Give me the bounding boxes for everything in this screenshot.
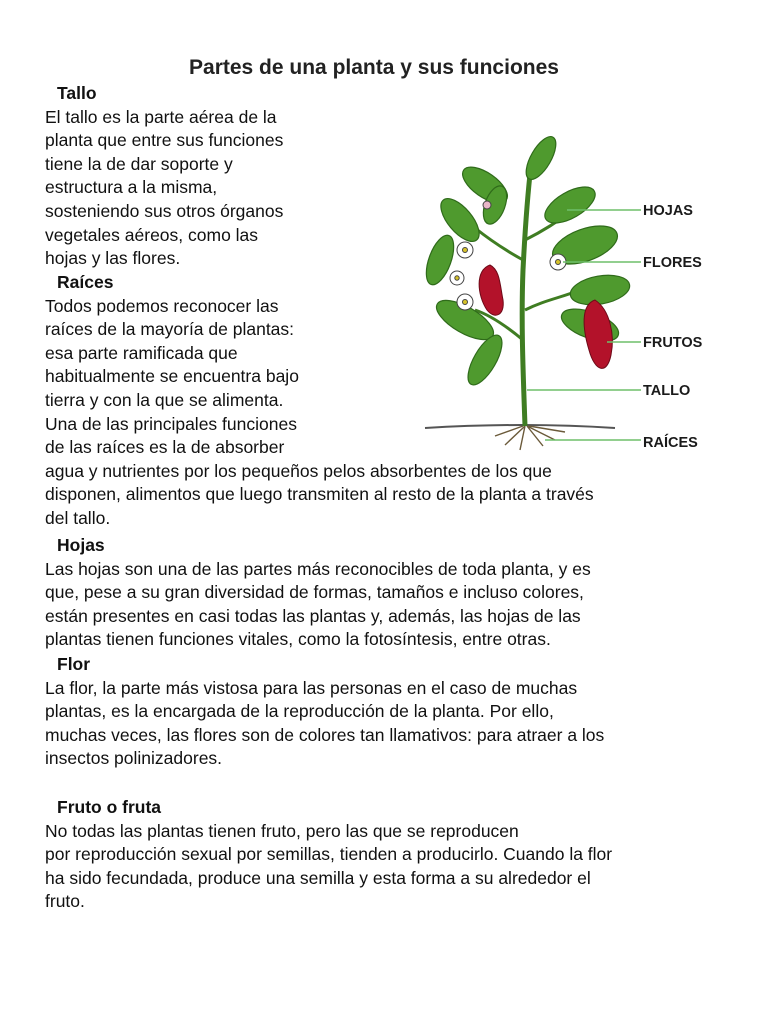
section-hojas (45, 534, 725, 652)
heading-fruto: Fruto o fruta (57, 797, 162, 817)
heading-hojas: Hojas (57, 535, 105, 555)
heading-raices: Raíces (57, 272, 114, 292)
roots-illustration (425, 425, 615, 450)
text-raices-part1: Todos podemos reconocer las raíces de la mayoría de plantas: esa parte ramificada que habitualmente se encuentra bajo tierra y con la que se alimenta. Una de las principales funciones de las raíces es la de absorber (45, 295, 299, 458)
page-title: Partes de una planta y sus funciones (189, 56, 559, 79)
text-raices-part2: agua y nutrientes por los pequeños pelos absorbentes de los que disponen, alimentos que luego transmiten al resto de la planta a través del tallo. (45, 460, 594, 528)
label-hojas: HOJAS (643, 203, 693, 219)
text-hojas: Las hojas son una de las partes más reconocibles de toda planta, y es que, pese a su gran diversidad de formas, tamaños e incluso colores, están presentes en casi todas las plantas y, además, las hojas de las plantas tienen funciones vitales, como la fotosíntesis, entre otras. (45, 558, 591, 650)
heading-tallo: Tallo (57, 83, 97, 103)
label-raices: RAÍCES (643, 435, 698, 451)
text-tallo: El tallo es la parte aérea de la planta que entre sus funciones tiene la de dar soporte y estructura a la misma, sosteniendo sus otros órganos vegetales aéreos, como las hojas y las flores. (45, 106, 284, 269)
label-tallo: TALLO (643, 383, 691, 399)
plant-diagram (345, 110, 745, 460)
section-flor (45, 653, 725, 771)
heading-flor: Flor (57, 654, 91, 674)
section-tallo (45, 82, 345, 271)
section-fruto (45, 796, 725, 914)
label-frutos: FRUTOS (643, 335, 703, 351)
text-fruto: No todas las plantas tienen fruto, pero las que se reproducen por reproducción sexual por semillas, tienden a producirlo. Cuando la flor ha sido fecundada, produce una semilla y esta forma a su alrededor el fruto. (45, 820, 613, 912)
label-flores: FLORES (643, 255, 702, 271)
text-flor: La flor, la parte más vistosa para las personas en el caso de muchas plantas, es la encargada de la reproducción de la planta. Por ello, muchas veces, las flores son de colores tan llamativos: para atraer a los insectos polinizadores. (45, 677, 605, 769)
plant-diagram-svg (345, 110, 745, 460)
